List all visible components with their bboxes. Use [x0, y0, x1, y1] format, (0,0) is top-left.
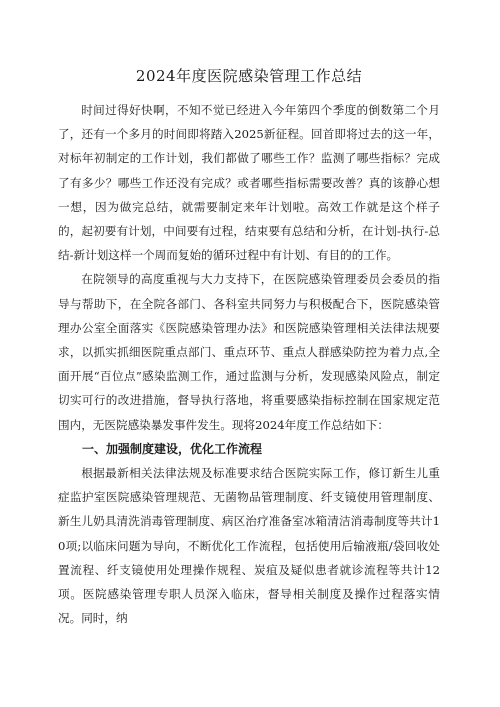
document-title: 2024年度医院感染管理工作总结	[135, 67, 363, 85]
section-body-paragraph: 根据最新相关法律法规及标准要求结合医院实际工作，修订新生儿重症监护室医院感染管理规范、无菌物品管理制度、纤支镜使用管理制度、新生儿奶具清洗消毒管理制度、病区治疗准备室冰箱清洁消毒制度等共计10项;以临床问题为导向，不断优化工作流程，包括使用后输液瓶/袋回收处置流程、纤支镜使用处理操作规程、炭疽及疑似患者就诊流程等共计12项。医院感染管理专职人员深入临床，督导相关制度及操作过程落实情况。同时，纳	[58, 466, 440, 626]
background-paragraph: 在院领导的高度重视与大力支持下，在医院感染管理委员会委员的指导与帮助下，在全院各部门、各科室共同努力与积极配合下，医院感染管理办公室全面落实《医院感染管理办法》和医院感染管理相关法律法规要求，以抓实抓细医院重点部门、重点环节、重点人群感染防控为着力点,全面开展“百位点”感染监测工作，通过监测与分析，发现感染风险点，制定切实可行的改进措施，督导执行落地，将重要感染指标控制在国家规定范围内，无医院感染暴发事件发生。现将2024年度工作总结如下：	[58, 272, 440, 432]
intro-paragraph: 时间过得好快啊，不知不觉已经进入今年第四个季度的倒数第二个月了，还有一个多月的时间即将踏入2025新征程。回首即将过去的这一年，对标年初制定的工作计划，我们都做了哪些工作？监测了哪些指标？完成了有多少？哪些工作还没有完成？或者哪些指标需要改善？真的该静心想一想，因为做完总结，就需要制定来年计划啦。高效工作就是这个样子的，起初要有计划，中间要有过程，结束要有总结和分析，在计划-执行-总结-新计划这样一个周而复始的循环过程中有计划、有目的的工作。	[58, 103, 440, 263]
section-heading: 一、加强制度建设，优化工作流程	[82, 441, 263, 456]
